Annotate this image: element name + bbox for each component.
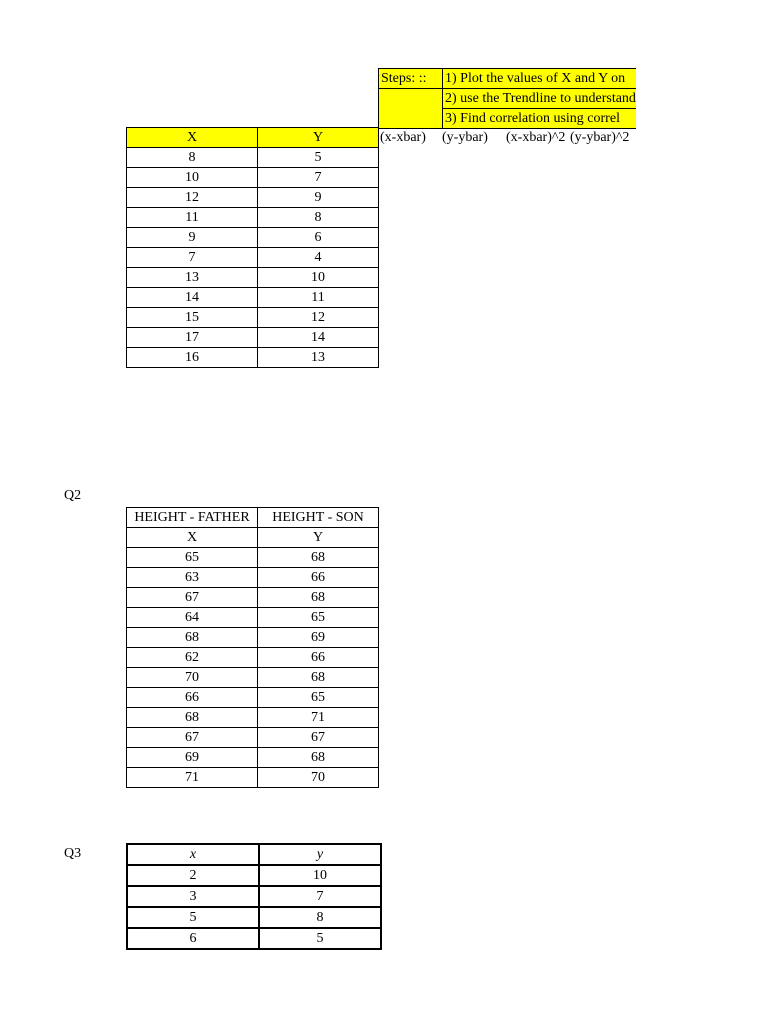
table-cell: 8 xyxy=(127,148,258,168)
table-row xyxy=(127,648,379,668)
table-row xyxy=(127,268,379,288)
calc-header: (y-ybar)^2 xyxy=(570,130,630,145)
table-row xyxy=(127,148,379,168)
table-row xyxy=(127,907,381,928)
column-header-x: X xyxy=(127,528,258,548)
step-3: 3) Find correlation using correl xyxy=(443,109,636,129)
table-cell: 66 xyxy=(258,648,379,668)
table-cell: 68 xyxy=(258,748,379,768)
table-row xyxy=(127,588,379,608)
column-header-y: Y xyxy=(258,128,379,148)
table-cell: 12 xyxy=(258,308,379,328)
table-row xyxy=(127,288,379,308)
table-cell: 65 xyxy=(127,548,258,568)
table-cell: 71 xyxy=(258,708,379,728)
column-header-y: y xyxy=(259,844,381,865)
table-cell: 68 xyxy=(258,668,379,688)
column-header-x: X xyxy=(127,128,258,148)
table-cell: 7 xyxy=(127,248,258,268)
table-row xyxy=(127,928,381,949)
table-row xyxy=(127,708,379,728)
table-cell: 8 xyxy=(259,907,381,928)
table-row xyxy=(127,568,379,588)
table-row xyxy=(127,886,381,907)
table-cell: 62 xyxy=(127,648,258,668)
steps-label-blank xyxy=(379,89,443,109)
table-row xyxy=(127,748,379,768)
caption-father: HEIGHT - FATHER xyxy=(127,508,258,528)
table-cell: 66 xyxy=(127,688,258,708)
table-cell: 16 xyxy=(127,348,258,368)
table-cell: 65 xyxy=(258,608,379,628)
table-header-row xyxy=(127,128,379,148)
table-cell: 7 xyxy=(259,886,381,907)
table-row xyxy=(127,608,379,628)
table-cell: 64 xyxy=(127,608,258,628)
table-cell: 6 xyxy=(127,928,259,949)
table-cell: 4 xyxy=(258,248,379,268)
table-caption-row xyxy=(127,508,379,528)
column-header-y: Y xyxy=(258,528,379,548)
step-1: 1) Plot the values of X and Y on xyxy=(443,69,636,89)
calc-headers xyxy=(380,128,634,148)
table-row xyxy=(127,548,379,568)
table-cell: 71 xyxy=(127,768,258,788)
table-cell: 8 xyxy=(258,208,379,228)
table-cell: 10 xyxy=(127,168,258,188)
q2-table xyxy=(126,507,379,788)
table-cell: 3 xyxy=(127,886,259,907)
table-cell: 63 xyxy=(127,568,258,588)
table-cell: 69 xyxy=(127,748,258,768)
table-cell: 67 xyxy=(127,588,258,608)
calc-header: (x-xbar) xyxy=(380,130,426,145)
table-row xyxy=(127,168,379,188)
table-header-row xyxy=(127,528,379,548)
table-row xyxy=(127,768,379,788)
table-cell: 68 xyxy=(258,548,379,568)
table-cell: 7 xyxy=(258,168,379,188)
table-cell: 5 xyxy=(127,907,259,928)
table-cell: 12 xyxy=(127,188,258,208)
table-row xyxy=(127,348,379,368)
table-cell: 11 xyxy=(127,208,258,228)
q3-label: Q3 xyxy=(64,846,82,861)
table-row xyxy=(127,728,379,748)
table-cell: 66 xyxy=(258,568,379,588)
table-cell: 17 xyxy=(127,328,258,348)
table-cell: 13 xyxy=(258,348,379,368)
table-cell: 2 xyxy=(127,865,259,886)
steps-label-blank xyxy=(379,109,443,129)
table-cell: 14 xyxy=(127,288,258,308)
table-row xyxy=(127,208,379,228)
table-row xyxy=(127,628,379,648)
calc-header: (y-ybar) xyxy=(442,130,488,145)
steps-block xyxy=(378,68,636,129)
table-row xyxy=(127,668,379,688)
table-row xyxy=(127,228,379,248)
table-row xyxy=(127,308,379,328)
calc-header: (x-xbar)^2 xyxy=(506,130,566,145)
table-cell: 11 xyxy=(258,288,379,308)
q1-table xyxy=(126,127,379,368)
table-cell: 5 xyxy=(259,928,381,949)
table-cell: 6 xyxy=(258,228,379,248)
table-cell: 67 xyxy=(258,728,379,748)
table-cell: 5 xyxy=(258,148,379,168)
table-cell: 69 xyxy=(258,628,379,648)
table-row xyxy=(127,865,381,886)
table-cell: 68 xyxy=(258,588,379,608)
step-2: 2) use the Trendline to understand xyxy=(443,89,636,109)
caption-son: HEIGHT - SON xyxy=(258,508,379,528)
table-cell: 65 xyxy=(258,688,379,708)
q3-table xyxy=(126,843,382,950)
table-cell: 68 xyxy=(127,708,258,728)
q2-label: Q2 xyxy=(64,488,82,503)
steps-label: Steps: :: xyxy=(379,69,443,89)
column-header-x: x xyxy=(127,844,259,865)
table-cell: 10 xyxy=(258,268,379,288)
table-header-row xyxy=(127,844,381,865)
table-cell: 10 xyxy=(259,865,381,886)
table-cell: 15 xyxy=(127,308,258,328)
table-row xyxy=(127,328,379,348)
table-cell: 70 xyxy=(127,668,258,688)
table-cell: 70 xyxy=(258,768,379,788)
table-cell: 67 xyxy=(127,728,258,748)
table-cell: 13 xyxy=(127,268,258,288)
table-cell: 9 xyxy=(258,188,379,208)
table-row xyxy=(127,248,379,268)
table-cell: 14 xyxy=(258,328,379,348)
table-row xyxy=(127,188,379,208)
table-row xyxy=(127,688,379,708)
table-cell: 9 xyxy=(127,228,258,248)
table-cell: 68 xyxy=(127,628,258,648)
